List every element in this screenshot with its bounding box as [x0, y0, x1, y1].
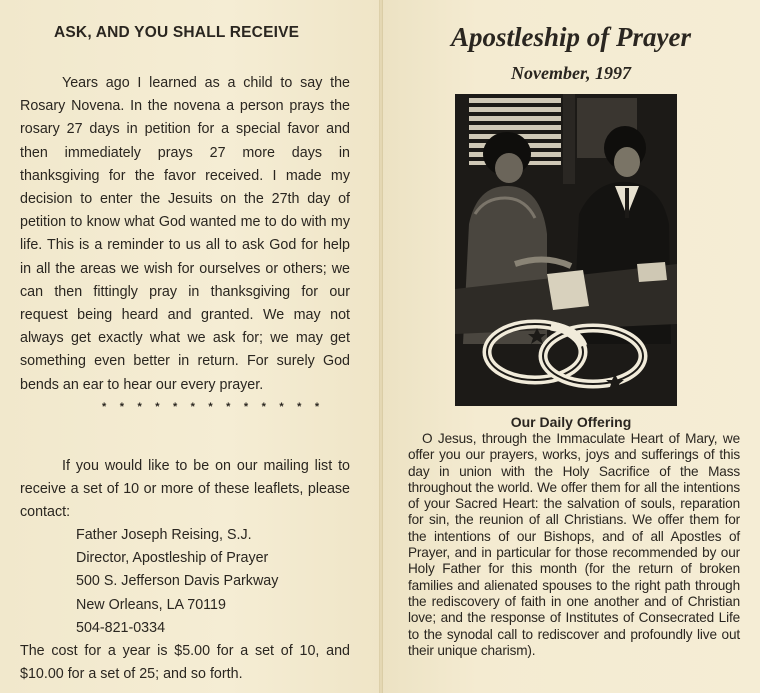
contact-city: New Orleans, LA 70119	[76, 596, 226, 613]
page-fold	[379, 0, 383, 693]
contact-phone: 504-821-0334	[76, 619, 166, 636]
cost-text: The cost for a year is $5.00 for a set of 10, and $10.00 for a set of 25; and so forth.	[20, 643, 350, 683]
offering-title: Our Daily Offering	[510, 414, 632, 430]
mailing-list-text: If you would like to be on our mailing list to receive a set of 10 or more of these leaflets, please contact:	[20, 458, 350, 521]
contact-role: Director, Apostleship of Prayer	[76, 550, 269, 567]
contact-address	[76, 524, 278, 640]
right-page-date: November, 1997	[511, 63, 631, 83]
left-page-title: ASK, AND YOU SHALL RECEIVE	[54, 24, 300, 41]
star-separator: * * * * * * * * * * * * *	[102, 401, 325, 413]
right-page-title: Apostleship of Prayer	[451, 22, 691, 52]
contact-street: 500 S. Jefferson Davis Parkway	[76, 573, 279, 590]
couple-with-wedding-rings-image	[455, 94, 677, 406]
offering-body: O Jesus, through the Immaculate Heart of Mary, we offer you our prayers, works, joys and sufferings of this day in union with the Holy Sacrifice of the Mass throughout the world. We offer them for all the intentions of your Sacred Heart: the salvation of souls, reparation for sin, the reunion of all Christians. We offer them for the intentions of our Bishops, and of all Apostles of Prayer, and in particular for those recommended by our Holy Father for this month (for the return of broken families and alienated spouses to the right path through the rediscovery of faith in one another and of Christian love; and the response of Institutes of Consecrated Life to the synodal call to rediscover and profoundly live out their unique charism).	[408, 431, 740, 658]
contact-name: Father Joseph Reising, S.J.	[76, 527, 252, 543]
left-page-body: Years ago I learned as a child to say the Rosary Novena. In the novena a person prays the rosary 27 days in petition for a special favor and then immediately prays 27 more days in thanksgiving for the favor received. I made my decision to enter the Jesuits on the 27th day of petition to know what God wanted me to do with my life. This is a reminder to us all to ask God for help in all the areas we wish for ourselves or others; we can then fittingly pray in thanksgiving for our request being heard and granted. We may not always get exactly what we ask for; we may get something even better in return. For surely God bends an ear to hear our every prayer.	[20, 75, 350, 393]
